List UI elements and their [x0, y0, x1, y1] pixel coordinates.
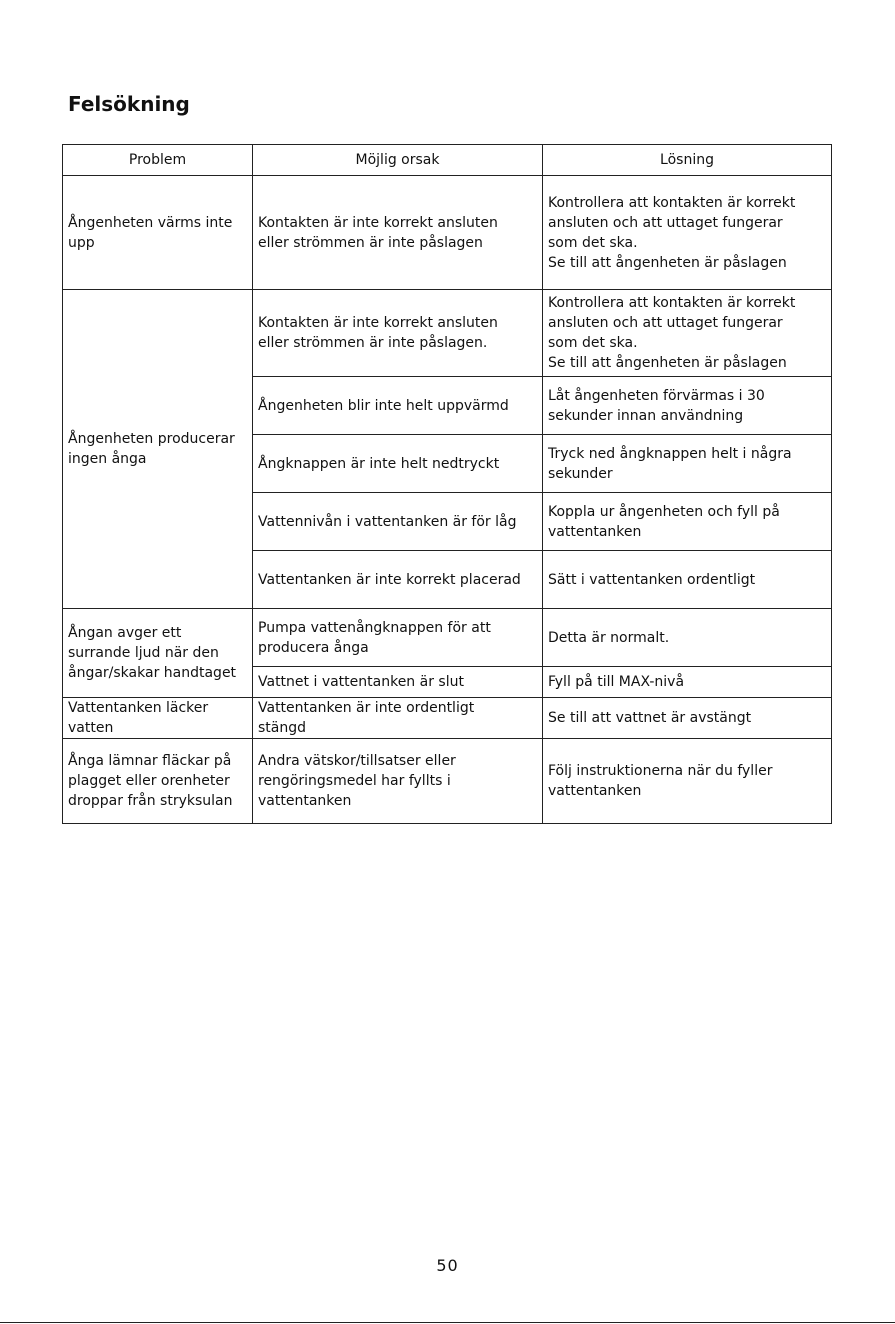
cause-cell: Vattentanken är inte korrekt placerad — [253, 551, 543, 609]
header-problem: Problem — [63, 145, 253, 176]
cause-cell: Vattnet i vattentanken är slut — [253, 667, 543, 698]
header-cause: Möjlig orsak — [253, 145, 543, 176]
table-row — [63, 290, 832, 377]
footer-divider — [0, 1322, 895, 1323]
problem-cell: Ånga lämnar fläckar på plagget eller orenheter droppar från stryksulan — [63, 739, 253, 824]
solution-cell: Detta är normalt. — [543, 609, 832, 667]
problem-cell: Ångan avger ett surrande ljud när den ångar/skakar handtaget — [63, 609, 253, 698]
solution-cell: Kontrollera att kontakten är korrekt ansluten och att uttaget fungerar som det ska. Se till att ångenheten är påslagen — [543, 176, 832, 290]
solution-cell: Tryck ned ångknappen helt i några sekunder — [543, 435, 832, 493]
table-body — [63, 176, 832, 824]
problem-cell: Ångenheten producerar ingen ånga — [63, 290, 253, 609]
table-row — [63, 698, 832, 739]
solution-cell: Låt ångenheten förvärmas i 30 sekunder innan användning — [543, 377, 832, 435]
table-row — [63, 739, 832, 824]
solution-cell: Se till att vattnet är avstängt — [543, 698, 832, 739]
table-row — [63, 176, 832, 290]
header-solution: Lösning — [543, 145, 832, 176]
page-number: 50 — [436, 1256, 459, 1275]
problem-cell: Vattentanken läcker vatten — [63, 698, 253, 739]
cause-cell: Pumpa vattenångknappen för att producera ånga — [253, 609, 543, 667]
solution-cell: Koppla ur ångenheten och fyll på vattentanken — [543, 493, 832, 551]
header-row — [63, 145, 832, 176]
table-row — [63, 609, 832, 667]
solution-cell: Fyll på till MAX-nivå — [543, 667, 832, 698]
troubleshooting-table — [62, 144, 832, 824]
solution-cell: Sätt i vattentanken ordentligt — [543, 551, 832, 609]
page-title: Felsökning — [68, 92, 190, 116]
cause-cell: Ångknappen är inte helt nedtryckt — [253, 435, 543, 493]
cause-cell: Vattentanken är inte ordentligt stängd — [253, 698, 543, 739]
problem-cell: Ångenheten värms inte upp — [63, 176, 253, 290]
cause-cell: Ångenheten blir inte helt uppvärmd — [253, 377, 543, 435]
cause-cell: Vattennivån i vattentanken är för låg — [253, 493, 543, 551]
cause-cell: Andra vätskor/tillsatser eller rengöringsmedel har fyllts i vattentanken — [253, 739, 543, 824]
cause-cell: Kontakten är inte korrekt ansluten eller strömmen är inte påslagen — [253, 176, 543, 290]
table-header — [63, 145, 832, 176]
solution-cell: Följ instruktionerna när du fyller vattentanken — [543, 739, 832, 824]
solution-cell: Kontrollera att kontakten är korrekt ansluten och att uttaget fungerar som det ska. Se till att ångenheten är påslagen — [543, 290, 832, 377]
cause-cell: Kontakten är inte korrekt ansluten eller strömmen är inte påslagen. — [253, 290, 543, 377]
